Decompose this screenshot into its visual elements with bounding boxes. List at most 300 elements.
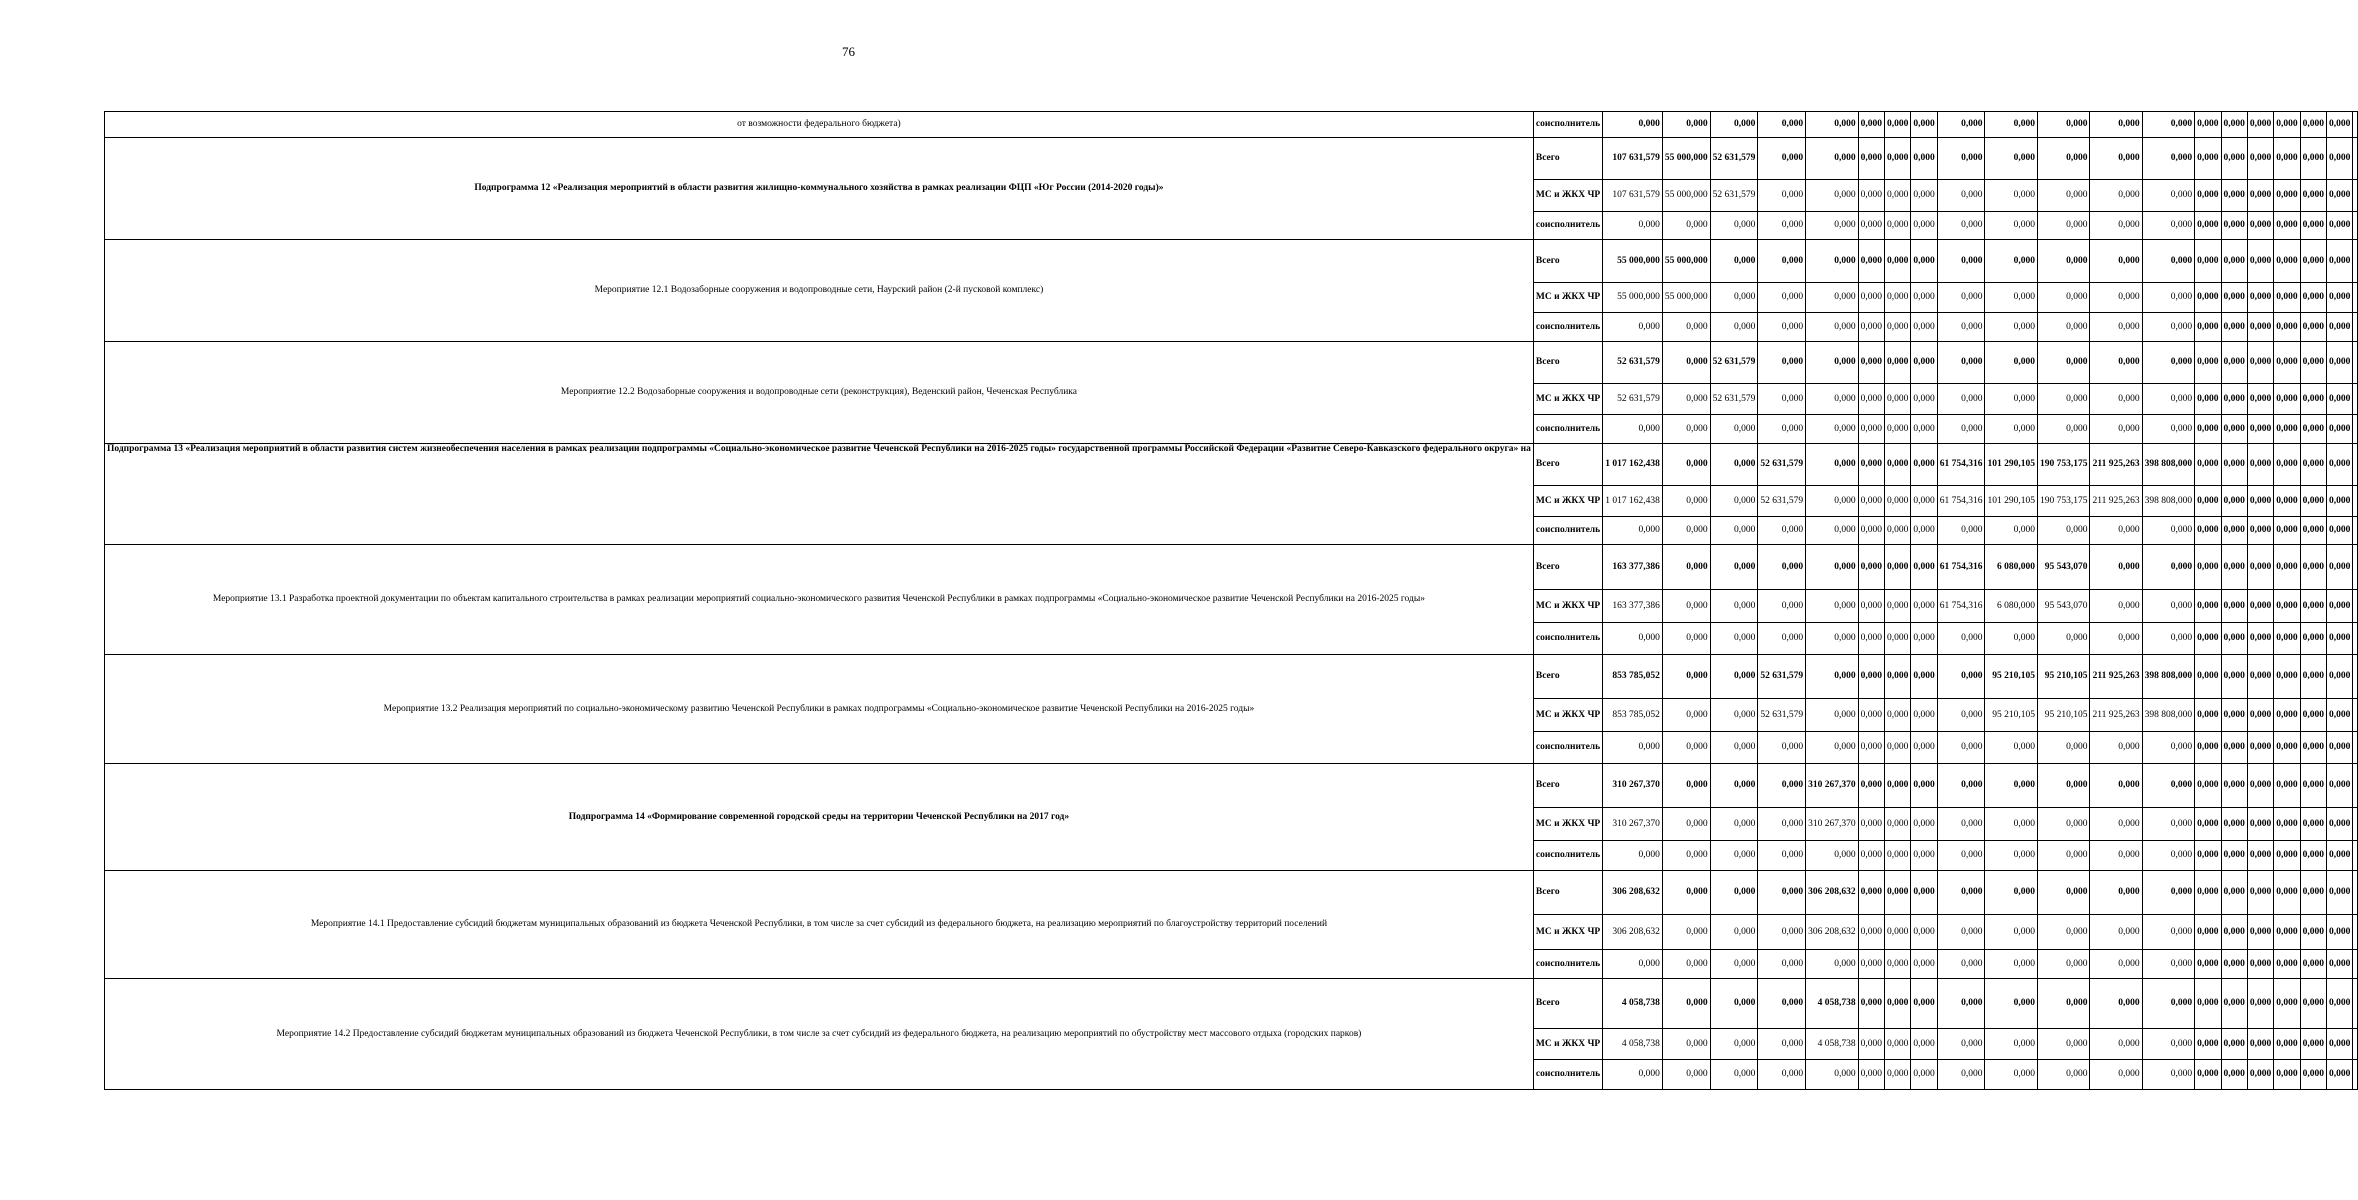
extra-value-cell: 0,000	[2274, 138, 2300, 180]
extra-value-cell: 0,000	[2247, 212, 2273, 240]
value-cell: 0,000	[2090, 138, 2142, 180]
value-cell: 0,000	[1662, 915, 1710, 950]
value-cell: 0,000	[1858, 915, 1884, 950]
trailing-empty-cell	[2353, 212, 2358, 240]
extra-value-cell: 0,000	[2274, 240, 2300, 283]
value-cell: 0,000	[1758, 764, 1806, 808]
value-cell: 0,000	[1710, 517, 1758, 545]
value-cell: 0,000	[2037, 808, 2090, 841]
extra-value-cell: 0,000	[2247, 1029, 2273, 1060]
table-row	[105, 979, 2358, 1029]
trailing-empty-cell	[2353, 384, 2358, 415]
value-cell: 0,000	[1911, 915, 1937, 950]
value-cell: 0,000	[1806, 655, 1859, 699]
extra-value-cell: 0,000	[2300, 732, 2326, 764]
value-cell: 0,000	[1662, 655, 1710, 699]
extra-value-cell: 0,000	[2247, 240, 2273, 283]
table-row	[105, 655, 2358, 699]
trailing-empty-cell	[2353, 732, 2358, 764]
value-cell: 0,000	[2142, 623, 2195, 655]
value-cell: 0,000	[1858, 517, 1884, 545]
extra-value-cell: 0,000	[2221, 915, 2247, 950]
value-cell: 0,000	[2142, 732, 2195, 764]
value-cell: 52 631,579	[1758, 655, 1806, 699]
extra-value-cell: 0,000	[2247, 623, 2273, 655]
extra-value-cell: 0,000	[2247, 764, 2273, 808]
value-cell: 0,000	[1937, 950, 1985, 979]
extra-value-cell: 0,000	[2300, 415, 2326, 444]
value-cell: 0,000	[2142, 212, 2195, 240]
row-type-label: Всего	[1533, 655, 1602, 699]
extra-value-cell: 0,000	[2195, 841, 2221, 871]
extra-value-cell: 0,000	[2300, 342, 2326, 384]
value-cell: 0,000	[1662, 871, 1710, 915]
value-cell: 0,000	[1911, 732, 1937, 764]
value-cell: 0,000	[2037, 1060, 2090, 1090]
extra-value-cell: 0,000	[2247, 655, 2273, 699]
value-cell: 0,000	[2090, 415, 2142, 444]
extra-value-cell: 0,000	[2300, 384, 2326, 415]
extra-value-cell: 0,000	[2195, 655, 2221, 699]
value-cell: 0,000	[2037, 732, 2090, 764]
trailing-empty-cell	[2353, 623, 2358, 655]
value-cell: 0,000	[1858, 623, 1884, 655]
trailing-empty-cell	[2353, 342, 2358, 384]
value-cell: 0,000	[1758, 240, 1806, 283]
value-cell: 0,000	[1985, 979, 2038, 1029]
value-cell: 0,000	[1937, 915, 1985, 950]
value-cell: 0,000	[1884, 1060, 1910, 1090]
extra-value-cell: 0,000	[2327, 112, 2353, 138]
value-cell: 0,000	[2090, 1029, 2142, 1060]
value-cell: 6 080,000	[1985, 590, 2038, 623]
extra-value-cell: 0,000	[2274, 623, 2300, 655]
value-cell: 0,000	[1758, 283, 1806, 313]
extra-value-cell: 0,000	[2195, 444, 2221, 486]
value-cell: 0,000	[2037, 384, 2090, 415]
value-cell: 0,000	[2090, 517, 2142, 545]
value-cell: 0,000	[1710, 283, 1758, 313]
value-cell: 0,000	[1911, 841, 1937, 871]
extra-value-cell: 0,000	[2274, 313, 2300, 342]
value-cell: 0,000	[2090, 841, 2142, 871]
extra-value-cell: 0,000	[2195, 384, 2221, 415]
extra-value-cell: 0,000	[2195, 283, 2221, 313]
value-cell: 0,000	[1884, 342, 1910, 384]
value-cell: 0,000	[1710, 950, 1758, 979]
value-cell: 0,000	[1911, 313, 1937, 342]
value-cell: 0,000	[1603, 415, 1663, 444]
extra-value-cell: 0,000	[2195, 240, 2221, 283]
trailing-empty-cell	[2353, 138, 2358, 180]
value-cell: 0,000	[2037, 915, 2090, 950]
row-type-label: Всего	[1533, 979, 1602, 1029]
value-cell: 0,000	[2090, 545, 2142, 590]
extra-value-cell: 0,000	[2247, 590, 2273, 623]
value-cell: 0,000	[1806, 112, 1859, 138]
value-cell: 0,000	[1710, 212, 1758, 240]
extra-value-cell: 0,000	[2221, 699, 2247, 732]
extra-value-cell: 0,000	[2300, 313, 2326, 342]
value-cell: 310 267,370	[1603, 808, 1663, 841]
value-cell: 310 267,370	[1806, 764, 1859, 808]
value-cell: 0,000	[2037, 212, 2090, 240]
value-cell: 306 208,632	[1806, 871, 1859, 915]
value-cell: 398 808,000	[2142, 486, 2195, 517]
value-cell: 306 208,632	[1603, 871, 1663, 915]
value-cell: 1 017 162,438	[1603, 486, 1663, 517]
extra-value-cell: 0,000	[2327, 384, 2353, 415]
value-cell: 0,000	[1758, 517, 1806, 545]
value-cell: 0,000	[2142, 979, 2195, 1029]
row-type-label: Всего	[1533, 342, 1602, 384]
value-cell: 0,000	[2142, 950, 2195, 979]
value-cell: 0,000	[2090, 283, 2142, 313]
extra-value-cell: 0,000	[2274, 871, 2300, 915]
trailing-empty-cell	[2353, 1060, 2358, 1090]
value-cell: 0,000	[1662, 384, 1710, 415]
extra-value-cell: 0,000	[2247, 871, 2273, 915]
value-cell: 52 631,579	[1603, 384, 1663, 415]
extra-value-cell: 0,000	[2274, 180, 2300, 212]
extra-value-cell: 0,000	[2327, 486, 2353, 517]
value-cell: 190 753,175	[2037, 444, 2090, 486]
value-cell: 0,000	[1858, 1029, 1884, 1060]
value-cell: 310 267,370	[1603, 764, 1663, 808]
value-cell: 0,000	[1758, 342, 1806, 384]
extra-value-cell: 0,000	[2300, 871, 2326, 915]
value-cell: 0,000	[1884, 112, 1910, 138]
value-cell: 0,000	[1758, 180, 1806, 212]
extra-value-cell: 0,000	[2274, 1029, 2300, 1060]
value-cell: 0,000	[1884, 979, 1910, 1029]
extra-value-cell: 0,000	[2300, 212, 2326, 240]
table-row	[105, 764, 2358, 808]
value-cell: 0,000	[1884, 240, 1910, 283]
value-cell: 61 754,316	[1937, 444, 1985, 486]
trailing-empty-cell	[2353, 655, 2358, 699]
value-cell: 55 000,000	[1662, 240, 1710, 283]
value-cell: 0,000	[1985, 1060, 2038, 1090]
value-cell: 0,000	[1858, 384, 1884, 415]
value-cell: 0,000	[1985, 384, 2038, 415]
extra-value-cell: 0,000	[2274, 979, 2300, 1029]
extra-value-cell: 0,000	[2300, 138, 2326, 180]
value-cell: 0,000	[2037, 283, 2090, 313]
value-cell: 0,000	[1985, 212, 2038, 240]
value-cell: 0,000	[2142, 342, 2195, 384]
extra-value-cell: 0,000	[2300, 283, 2326, 313]
value-cell: 0,000	[1937, 240, 1985, 283]
extra-value-cell: 0,000	[2221, 841, 2247, 871]
value-cell: 0,000	[1806, 732, 1859, 764]
value-cell: 0,000	[2037, 342, 2090, 384]
value-cell: 0,000	[2090, 623, 2142, 655]
value-cell: 0,000	[1662, 444, 1710, 486]
extra-value-cell: 0,000	[2247, 1060, 2273, 1090]
extra-value-cell: 0,000	[2274, 212, 2300, 240]
extra-value-cell: 0,000	[2327, 699, 2353, 732]
extra-value-cell: 0,000	[2274, 112, 2300, 138]
extra-value-cell: 0,000	[2195, 180, 2221, 212]
value-cell: 0,000	[1710, 1029, 1758, 1060]
extra-value-cell: 0,000	[2300, 915, 2326, 950]
extra-value-cell: 0,000	[2221, 313, 2247, 342]
value-cell: 0,000	[1710, 444, 1758, 486]
extra-value-cell: 0,000	[2247, 283, 2273, 313]
trailing-empty-cell	[2353, 486, 2358, 517]
row-type-label: МС и ЖКХ ЧР	[1533, 180, 1602, 212]
extra-value-cell: 0,000	[2300, 180, 2326, 212]
extra-value-cell: 0,000	[2221, 486, 2247, 517]
extra-value-cell: 0,000	[2195, 1029, 2221, 1060]
extra-value-cell: 0,000	[2300, 841, 2326, 871]
value-cell: 0,000	[1758, 138, 1806, 180]
extra-value-cell: 0,000	[2300, 655, 2326, 699]
value-cell: 0,000	[1937, 1060, 1985, 1090]
extra-value-cell: 0,000	[2195, 1060, 2221, 1090]
table-row	[105, 444, 2358, 486]
value-cell: 0,000	[1858, 138, 1884, 180]
value-cell: 0,000	[1911, 1060, 1937, 1090]
value-cell: 55 000,000	[1662, 180, 1710, 212]
extra-value-cell: 0,000	[2247, 384, 2273, 415]
page-number: 76	[842, 44, 855, 59]
value-cell: 0,000	[1758, 545, 1806, 590]
extra-value-cell: 0,000	[2274, 384, 2300, 415]
value-cell: 0,000	[1806, 841, 1859, 871]
extra-value-cell: 0,000	[2221, 180, 2247, 212]
value-cell: 0,000	[1884, 841, 1910, 871]
value-cell: 0,000	[1710, 486, 1758, 517]
value-cell: 0,000	[1884, 545, 1910, 590]
subprogram-name: Подпрограмма 12 «Реализация мероприятий в области развития жилищно-коммунального хозяйства в рамках реализации ФЦП «Юг России (2014-2020 годы)»	[105, 138, 1534, 240]
value-cell: 0,000	[1603, 212, 1663, 240]
value-cell: 0,000	[1758, 808, 1806, 841]
extra-value-cell: 0,000	[2300, 486, 2326, 517]
value-cell: 0,000	[1806, 212, 1859, 240]
extra-value-cell: 0,000	[2274, 444, 2300, 486]
value-cell: 0,000	[1710, 915, 1758, 950]
value-cell: 0,000	[1806, 180, 1859, 212]
extra-value-cell: 0,000	[2274, 517, 2300, 545]
value-cell: 0,000	[1858, 486, 1884, 517]
extra-value-cell: 0,000	[2327, 808, 2353, 841]
value-cell: 0,000	[1858, 979, 1884, 1029]
value-cell: 0,000	[1937, 138, 1985, 180]
measure-name: Мероприятие 14.1 Предоставление субсидий бюджетам муниципальных образований из бюджета Чеченской Республики, в том числе за счет субсидий из федерального бюджета, на реализацию мероприятий по благоустройству территорий поселений	[105, 871, 1534, 979]
extra-value-cell: 0,000	[2221, 732, 2247, 764]
value-cell: 0,000	[1911, 808, 1937, 841]
value-cell: 0,000	[1985, 808, 2038, 841]
value-cell: 0,000	[1937, 283, 1985, 313]
extra-value-cell: 0,000	[2300, 1060, 2326, 1090]
value-cell: 0,000	[1985, 415, 2038, 444]
value-cell: 0,000	[1937, 808, 1985, 841]
trailing-empty-cell	[2353, 841, 2358, 871]
trailing-empty-cell	[2353, 764, 2358, 808]
row-type-label: Всего	[1533, 444, 1602, 486]
value-cell: 0,000	[1911, 415, 1937, 444]
extra-value-cell: 0,000	[2327, 444, 2353, 486]
extra-value-cell: 0,000	[2247, 732, 2273, 764]
value-cell: 0,000	[1884, 212, 1910, 240]
extra-value-cell: 0,000	[2274, 950, 2300, 979]
value-cell: 163 377,386	[1603, 590, 1663, 623]
extra-value-cell: 0,000	[2327, 655, 2353, 699]
extra-value-cell: 0,000	[2300, 764, 2326, 808]
value-cell: 0,000	[1710, 764, 1758, 808]
value-cell: 0,000	[1806, 384, 1859, 415]
extra-value-cell: 0,000	[2247, 545, 2273, 590]
value-cell: 0,000	[2142, 871, 2195, 915]
value-cell: 0,000	[1911, 240, 1937, 283]
extra-value-cell: 0,000	[2247, 979, 2273, 1029]
extra-value-cell: 0,000	[2300, 517, 2326, 545]
extra-value-cell: 0,000	[2195, 313, 2221, 342]
value-cell: 0,000	[1603, 841, 1663, 871]
value-cell: 61 754,316	[1937, 590, 1985, 623]
value-cell: 0,000	[1884, 384, 1910, 415]
value-cell: 0,000	[2037, 313, 2090, 342]
value-cell: 0,000	[1758, 979, 1806, 1029]
measure-name: от возможности федерального бюджета)	[105, 112, 1534, 138]
value-cell: 0,000	[1603, 950, 1663, 979]
value-cell: 52 631,579	[1758, 444, 1806, 486]
value-cell: 0,000	[1758, 112, 1806, 138]
value-cell: 0,000	[1937, 517, 1985, 545]
extra-value-cell: 0,000	[2221, 444, 2247, 486]
extra-value-cell: 0,000	[2221, 112, 2247, 138]
value-cell: 55 000,000	[1603, 283, 1663, 313]
value-cell: 0,000	[1911, 1029, 1937, 1060]
value-cell: 0,000	[1884, 180, 1910, 212]
value-cell: 0,000	[1710, 112, 1758, 138]
value-cell: 0,000	[1758, 313, 1806, 342]
value-cell: 0,000	[1662, 699, 1710, 732]
extra-value-cell: 0,000	[2221, 240, 2247, 283]
value-cell: 95 210,105	[1985, 699, 2038, 732]
value-cell: 0,000	[1937, 841, 1985, 871]
value-cell: 0,000	[1937, 623, 1985, 655]
row-type-label: МС и ЖКХ ЧР	[1533, 590, 1602, 623]
row-type-label: соисполнитель	[1533, 841, 1602, 871]
extra-value-cell: 0,000	[2247, 342, 2273, 384]
value-cell: 0,000	[2090, 112, 2142, 138]
subprogram-name: Подпрограмма 13 «Реализация мероприятий в области развития систем жизнеобеспечения населения в рамках реализации подпрограммы «Социально-экономическое развитие Чеченской Республики на 2016-2025 годы» государственной программы Российской Федерации «Развитие Северо-Кавказского федерального округа» на	[105, 444, 1534, 545]
value-cell: 310 267,370	[1806, 808, 1859, 841]
value-cell: 0,000	[2090, 1060, 2142, 1090]
row-type-label: соисполнитель	[1533, 1060, 1602, 1090]
value-cell: 0,000	[1603, 623, 1663, 655]
value-cell: 0,000	[1985, 180, 2038, 212]
value-cell: 52 631,579	[1710, 138, 1758, 180]
value-cell: 211 925,263	[2090, 444, 2142, 486]
value-cell: 0,000	[2037, 1029, 2090, 1060]
value-cell: 0,000	[2037, 415, 2090, 444]
value-cell: 0,000	[1884, 283, 1910, 313]
extra-value-cell: 0,000	[2274, 655, 2300, 699]
value-cell: 0,000	[1758, 732, 1806, 764]
value-cell: 0,000	[2037, 112, 2090, 138]
value-cell: 0,000	[1710, 655, 1758, 699]
extra-value-cell: 0,000	[2195, 112, 2221, 138]
extra-value-cell: 0,000	[2221, 1029, 2247, 1060]
extra-value-cell: 0,000	[2195, 342, 2221, 384]
extra-value-cell: 0,000	[2274, 545, 2300, 590]
value-cell: 0,000	[1858, 112, 1884, 138]
value-cell: 0,000	[1662, 950, 1710, 979]
extra-value-cell: 0,000	[2274, 699, 2300, 732]
trailing-empty-cell	[2353, 112, 2358, 138]
value-cell: 163 377,386	[1603, 545, 1663, 590]
value-cell: 0,000	[1662, 313, 1710, 342]
extra-value-cell: 0,000	[2274, 764, 2300, 808]
value-cell: 95 543,070	[2037, 590, 2090, 623]
extra-value-cell: 0,000	[2274, 1060, 2300, 1090]
extra-value-cell: 0,000	[2247, 415, 2273, 444]
value-cell: 0,000	[1662, 112, 1710, 138]
value-cell: 0,000	[1662, 212, 1710, 240]
trailing-empty-cell	[2353, 517, 2358, 545]
value-cell: 0,000	[2090, 240, 2142, 283]
value-cell: 0,000	[1858, 342, 1884, 384]
table-row	[105, 342, 2358, 384]
trailing-empty-cell	[2353, 1029, 2358, 1060]
value-cell: 0,000	[1884, 950, 1910, 979]
extra-value-cell: 0,000	[2247, 112, 2273, 138]
table-row	[105, 545, 2358, 590]
value-cell: 52 631,579	[1603, 342, 1663, 384]
value-cell: 0,000	[1884, 623, 1910, 655]
extra-value-cell: 0,000	[2221, 950, 2247, 979]
value-cell: 55 000,000	[1662, 283, 1710, 313]
value-cell: 0,000	[1758, 212, 1806, 240]
value-cell: 0,000	[1858, 732, 1884, 764]
value-cell: 0,000	[1884, 486, 1910, 517]
value-cell: 853 785,052	[1603, 699, 1663, 732]
value-cell: 0,000	[2090, 212, 2142, 240]
extra-value-cell: 0,000	[2221, 545, 2247, 590]
value-cell: 0,000	[2090, 915, 2142, 950]
value-cell: 0,000	[1806, 545, 1859, 590]
value-cell: 0,000	[2142, 808, 2195, 841]
extra-value-cell: 0,000	[2221, 1060, 2247, 1090]
extra-value-cell: 0,000	[2195, 950, 2221, 979]
value-cell: 0,000	[1858, 1060, 1884, 1090]
value-cell: 0,000	[2142, 545, 2195, 590]
extra-value-cell: 0,000	[2274, 415, 2300, 444]
value-cell: 0,000	[1758, 841, 1806, 871]
value-cell: 52 631,579	[1710, 384, 1758, 415]
value-cell: 0,000	[2037, 623, 2090, 655]
value-cell: 0,000	[1806, 415, 1859, 444]
value-cell: 398 808,000	[2142, 699, 2195, 732]
table-row	[105, 871, 2358, 915]
extra-value-cell: 0,000	[2195, 415, 2221, 444]
table-row	[105, 112, 2358, 138]
extra-value-cell: 0,000	[2221, 415, 2247, 444]
value-cell: 0,000	[1758, 950, 1806, 979]
budget-table	[104, 111, 2358, 1090]
value-cell: 0,000	[1603, 1060, 1663, 1090]
value-cell: 0,000	[1806, 486, 1859, 517]
extra-value-cell: 0,000	[2247, 808, 2273, 841]
extra-value-cell: 0,000	[2300, 808, 2326, 841]
value-cell: 0,000	[2090, 732, 2142, 764]
value-cell: 0,000	[1806, 950, 1859, 979]
row-type-label: МС и ЖКХ ЧР	[1533, 915, 1602, 950]
